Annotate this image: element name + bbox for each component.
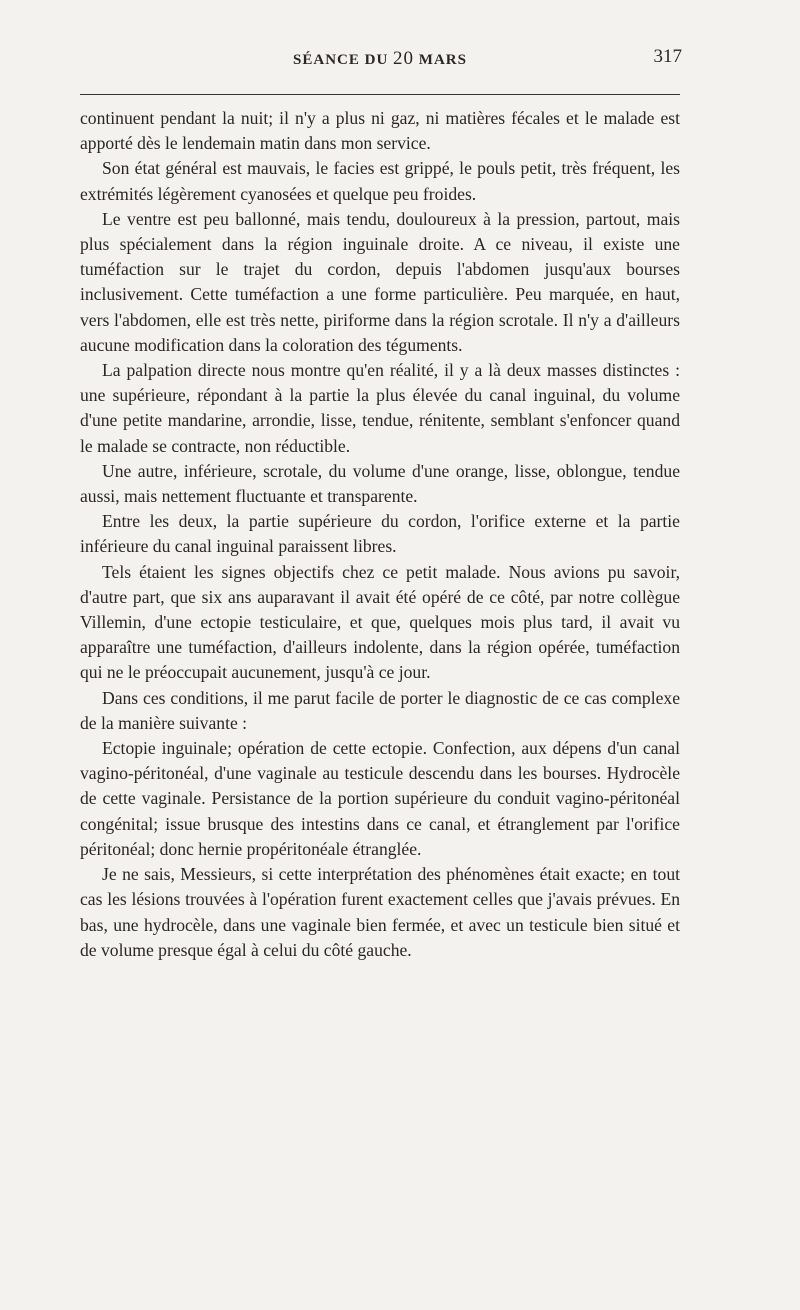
paragraph: Ectopie inguinale; opération de cette ectopie. Confection, aux dépens d'un canal vagino-péritonéal, d'une vaginale au testicule descendu dans les bourses. Hydrocèle de cette vaginale. Persistance de la portion supérieure du conduit vagino-péritonéal congénital; issue brusque des intestins dans ce canal, et étranglement par l'orifice péritonéal; donc hernie propéritonéale étranglée.: [80, 738, 680, 859]
paragraph: Le ventre est peu ballonné, mais tendu, douloureux à la pression, partout, mais plus spécialement dans la région inguinale droite. A ce niveau, il existe une tuméfaction sur le trajet du cordon, depuis l'abdomen jusqu'aux bourses inclusivement. Cette tuméfaction a une forme particulière. Peu marquée, en haut, vers l'abdomen, elle est très nette, piriforme dans la région scrotale. Il n'y a d'ailleurs aucune modification dans la coloration des téguments.: [80, 208, 680, 355]
body-text: [80, 106, 680, 963]
paragraph: Je ne sais, Messieurs, si cette interprétation des phénomènes était exacte; en tout cas les lésions trouvées à l'opération furent exactement celles que j'avais prévues. En bas, une hydrocèle, dans une vaginale bien fermée, et avec un testicule bien situé et de volume presque égal à celui du côté gauche.: [80, 864, 680, 960]
header-rule: [80, 94, 680, 95]
header-title: [80, 48, 680, 70]
paragraph: Entre les deux, la partie supérieure du cordon, l'orifice externe et la partie inférieure du canal inguinal paraissent libres.: [80, 511, 680, 557]
paragraph: Son état général est mauvais, le facies est grippé, le pouls petit, très fréquent, les extrémités légèrement cyanosées et quelque peu froides.: [80, 158, 680, 204]
header-title-prefix: SÉANCE DU: [293, 52, 389, 68]
header-title-day: 20: [393, 48, 415, 69]
paragraph: Dans ces conditions, il me parut facile de porter le diagnostic de ce cas complexe de la manière suivante :: [80, 687, 680, 733]
paragraph: continuent pendant la nuit; il n'y a plus ni gaz, ni matières fécales et le malade est apporté dès le lendemain matin dans mon service.: [80, 108, 680, 154]
header-title-month: MARS: [418, 52, 467, 68]
page-number: 317: [653, 46, 682, 67]
paragraph: Tels étaient les signes objectifs chez ce petit malade. Nous avions pu savoir, d'autre part, que six ans auparavant il avait été opéré de ce côté, par notre collègue Villemin, d'une ectopie testiculaire, et que, quelques mois plus tard, il avait vu apparaître une tuméfaction, d'ailleurs indolente, dans la région opérée, tuméfaction qui ne le préoccupait aucunement, jusqu'à ce jour.: [80, 561, 680, 683]
paragraph: Une autre, inférieure, scrotale, du volume d'une orange, lisse, oblongue, tendue aussi, mais nettement fluctuante et transparente.: [80, 460, 680, 507]
running-header: [80, 48, 680, 74]
paragraph: La palpation directe nous montre qu'en réalité, il y a là deux masses distinctes : une supérieure, répondant à la partie la plus élevée du canal inguinal, du volume d'une petite mandarine, arrondie, lisse, tendue, rénitente, semblant s'enfoncer quand le malade se contracte, non réductible.: [80, 360, 680, 456]
